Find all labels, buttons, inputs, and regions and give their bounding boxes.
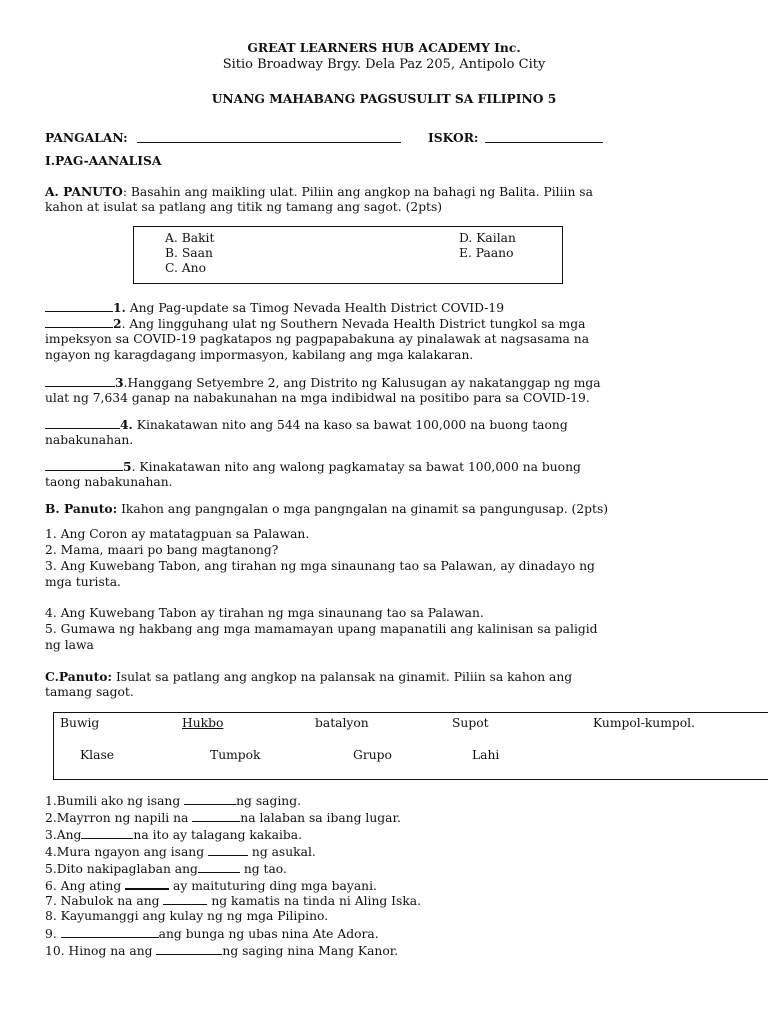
c-item-7	[45, 893, 421, 910]
word-lahi: Lahi	[472, 748, 500, 762]
score-label: ISKOR:	[428, 130, 479, 145]
c-item-10	[45, 943, 398, 960]
word-kumpol: Kumpol-kumpol.	[593, 716, 696, 730]
item-number: 4.	[120, 417, 133, 432]
c-item-1	[45, 793, 301, 810]
item-text: 3.Ang	[45, 828, 82, 842]
a-item-4-line-2: nabakunahan.	[45, 433, 134, 447]
a-item-2-line-2: impeksyon sa COVID-19 pagkatapos ng pagpapabakuna ay pinalawak at nagsasama na	[45, 332, 590, 346]
answer-blank[interactable]	[45, 316, 113, 328]
answer-blank[interactable]	[156, 943, 222, 955]
word-buwig: Buwig	[60, 716, 100, 730]
b-item-5: 5. Gumawa ng hakbang ang mga mamamayan upang mapanatili ang kalinisan sa paligid	[45, 622, 598, 636]
item-text: ng tao.	[239, 862, 287, 876]
item-number: 3	[115, 375, 124, 390]
name-blank[interactable]	[137, 131, 401, 143]
item-text: 5.Dito nakipaglaban ang	[45, 862, 198, 876]
answer-blank[interactable]	[45, 459, 123, 471]
word-tumpok: Tumpok	[210, 748, 261, 762]
choice-e: E. Paano	[459, 246, 514, 260]
item-text: 9.	[45, 927, 61, 941]
choice-c: C. Ano	[165, 261, 206, 275]
c-item-6	[45, 877, 377, 895]
answer-blank[interactable]	[45, 417, 120, 429]
item-text: Ang Pag-update sa Timog Nevada Health District COVID-19	[125, 301, 505, 315]
item-text: . Ang lingguhang ulat ng Southern Nevada Health District tungkol sa mga	[121, 317, 586, 331]
word-hukbo: Hukbo	[182, 716, 224, 730]
c-item-5	[45, 861, 287, 878]
item-text: 10. Hinog na ang	[45, 944, 157, 958]
part-c-instruction	[45, 669, 572, 686]
word-grupo: Grupo	[353, 748, 392, 762]
school-address: Sitio Broadway Brgy. Dela Paz 205, Antipolo City	[222, 57, 546, 72]
word-batalyon: batalyon	[315, 716, 369, 730]
item-text: 6. Ang ating	[45, 879, 126, 893]
c-item-2	[45, 810, 401, 827]
item-text: ng saging nina Mang Kanor.	[222, 944, 399, 958]
item-text: 2.Mayrron ng napili na	[45, 811, 193, 825]
c-item-8: 8. Kayumanggi ang kulay ng ng mga Pilipino.	[45, 909, 329, 923]
answer-blank[interactable]	[125, 877, 169, 890]
item-number: 1.	[113, 300, 126, 315]
a-item-4	[45, 417, 568, 434]
item-text: 1.Bumili ako ng isang	[45, 794, 185, 808]
part-a-instruction-text: : Basahin ang maikling ulat. Piliin ang angkop na bahagi ng Balita. Piliin sa	[122, 185, 593, 199]
item-text: na lalaban sa ibang lugar.	[240, 811, 401, 825]
answer-blank[interactable]	[45, 300, 113, 312]
answer-blank[interactable]	[163, 893, 207, 905]
b-item-3-line-2: mga turista.	[45, 575, 121, 589]
answer-blank[interactable]	[208, 844, 248, 856]
part-a-instruction-2: kahon at isulat sa patlang ang titik ng tamang ang sagot. (2pts)	[45, 200, 443, 214]
part-b-instruction-text: Ikahon ang pangngalan o mga pangngalan na ginamit sa pangungusap. (2pts)	[117, 502, 609, 516]
choice-d: D. Kailan	[459, 231, 516, 245]
answer-blank[interactable]	[81, 827, 133, 839]
item-text: ng saging.	[236, 794, 301, 808]
a-item-2-line-3: ngayon ng karagdagang impormasyon, kabilang ang mga kalakaran.	[45, 348, 474, 362]
b-item-2: 2. Mama, maari po bang magtanong?	[45, 543, 279, 557]
school-name: GREAT LEARNERS HUB ACADEMY Inc.	[247, 40, 521, 55]
b-item-4: 4. Ang Kuwebang Tabon ay tirahan ng mga sinaunang tao sa Palawan.	[45, 606, 484, 620]
part-c-instruction-2: tamang sagot.	[45, 685, 134, 699]
part-c-instruction-text: Isulat sa patlang ang angkop na palansak na ginamit. Piliin sa kahon ang	[112, 670, 573, 684]
word-klase: Klase	[80, 748, 115, 762]
exam-title: UNANG MAHABANG PAGSUSULIT SA FILIPINO 5	[211, 91, 557, 106]
item-text: ang bunga ng ubas nina Ate Adora.	[158, 927, 379, 941]
a-item-5-line-2: taong nabakunahan.	[45, 475, 173, 489]
c-item-4	[45, 844, 316, 861]
a-item-5	[45, 459, 581, 476]
answer-blank[interactable]	[184, 793, 236, 805]
c-item-3	[45, 827, 302, 844]
item-number: 2	[113, 316, 122, 331]
choice-a: A. Bakit	[165, 231, 215, 245]
item-text: . Kinakatawan nito ang walong pagkamatay sa bawat 100,000 na buong	[131, 460, 581, 474]
part-a-label: A. PANUTO	[45, 184, 123, 199]
part-b-label: B. Panuto:	[45, 501, 118, 516]
part-b-instruction	[45, 501, 608, 518]
answer-blank[interactable]	[61, 926, 159, 938]
a-item-3	[45, 375, 601, 392]
a-item-3-line-2: ulat ng 7,634 ganap na nabakunahan na mga indibidwal na positibo para sa COVID-19.	[45, 391, 590, 405]
choice-b: B. Saan	[165, 246, 213, 260]
c-item-9	[45, 926, 379, 943]
b-item-1: 1. Ang Coron ay matatagpuan sa Palawan.	[45, 527, 310, 541]
answer-blank[interactable]	[198, 861, 240, 873]
item-text: 4.Mura ngayon ang isang	[45, 845, 208, 859]
item-number: 5	[123, 459, 132, 474]
word-supot: Supot	[452, 716, 489, 730]
part-a-instruction	[45, 184, 593, 201]
answer-blank[interactable]	[45, 375, 115, 387]
item-text: na ito ay talagang kakaiba.	[133, 828, 302, 842]
answer-blank[interactable]	[192, 810, 240, 822]
item-text: ng kamatis na tinda ni Aling Iska.	[207, 894, 422, 908]
item-text: ay maituturing ding mga bayani.	[169, 879, 377, 893]
name-label: PANGALAN:	[45, 130, 128, 145]
part-c-label: C.Panuto:	[45, 669, 113, 684]
a-item-2	[45, 316, 586, 333]
b-item-3: 3. Ang Kuwebang Tabon, ang tirahan ng mga sinaunang tao sa Palawan, ay dinadayo ng	[45, 559, 595, 573]
section-title: I.PAG-AANALISA	[45, 153, 162, 168]
score-blank[interactable]	[485, 131, 603, 143]
b-item-5-line-2: ng lawa	[45, 638, 94, 652]
item-text: 7. Nabulok na ang	[45, 894, 164, 908]
item-text: .Hanggang Setyembre 2, ang Distrito ng Kalusugan ay nakatanggap ng mga	[123, 376, 601, 390]
item-text: Kinakatawan nito ang 544 na kaso sa bawat 100,000 na buong taong	[132, 418, 568, 432]
item-text: ng asukal.	[247, 845, 316, 859]
a-item-1	[45, 300, 504, 317]
